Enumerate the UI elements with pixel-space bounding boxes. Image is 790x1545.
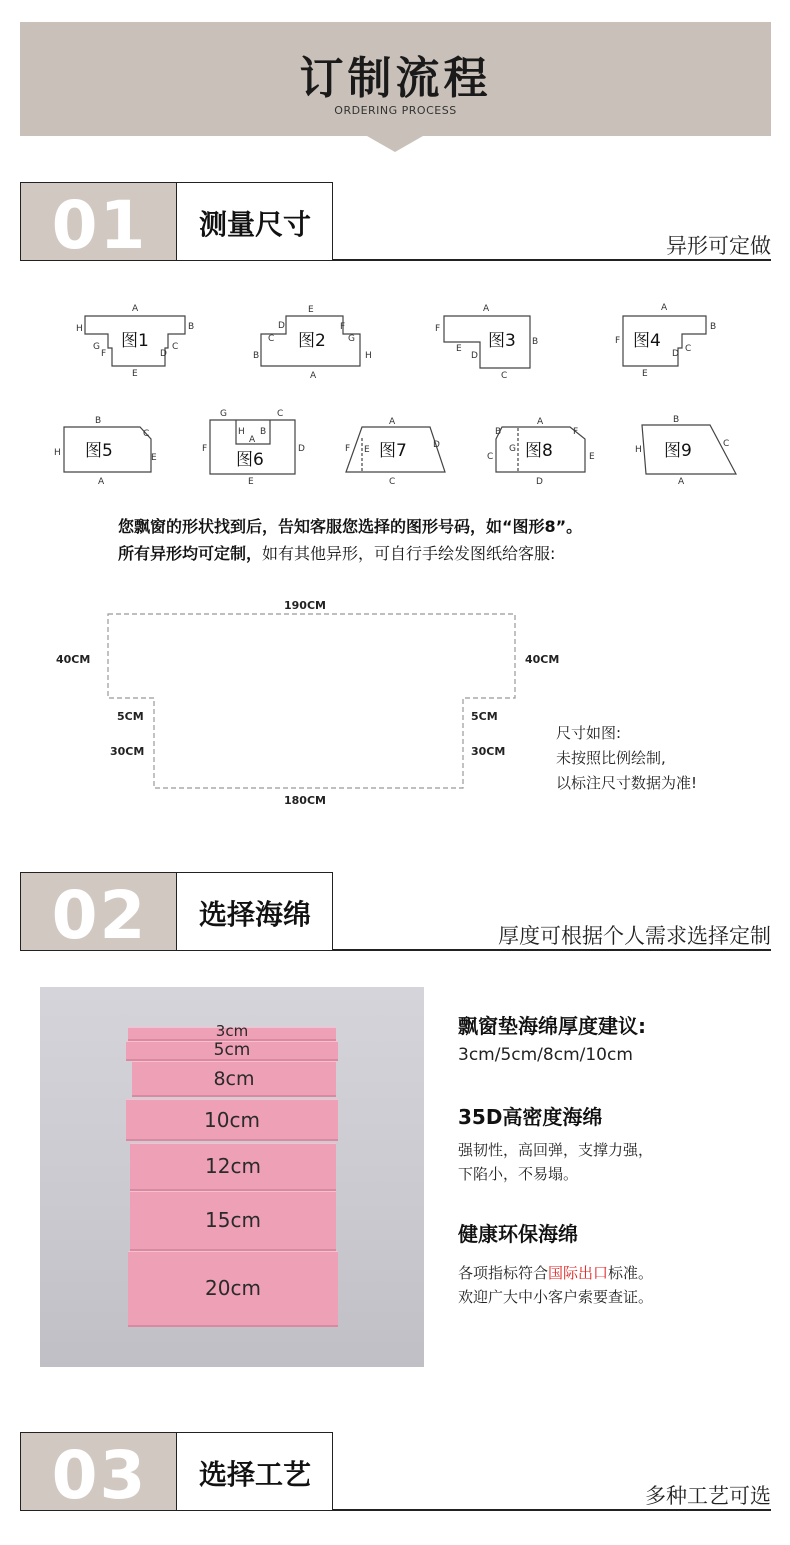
svg-text:F: F [435,324,441,334]
foam-slab [128,1022,336,1041]
foam-thickness-label: 20cm [205,1276,261,1300]
intro-line-2 [118,541,555,564]
section-title: 选择海绵 [198,898,311,931]
section-title: 测量尺寸 [198,208,311,241]
svg-text:C: C [143,429,150,439]
dim-left-side: 40CM [56,653,91,666]
note-line: 未按照比例绘制, [556,749,666,767]
shape-label: 图2 [298,331,326,351]
banner-arrow [367,136,423,152]
info-text: 3cm/5cm/8cm/10cm [458,1045,633,1065]
section-title-box [177,1432,333,1511]
foam-slab [128,1251,338,1327]
svg-text:A: A [249,435,256,445]
foam-thickness-label: 3cm [215,1022,249,1040]
foam-info [458,1010,778,1309]
svg-text:C: C [277,409,284,419]
foam-slab [126,1041,338,1061]
svg-text:D: D [672,349,679,359]
shape-label: 图3 [488,331,516,351]
note-line: 尺寸如图: [556,724,622,742]
svg-text:F: F [615,336,621,346]
section-number: 03 [51,1437,148,1514]
svg-text:B: B [495,427,502,437]
svg-text:F: F [202,444,208,454]
svg-text:B: B [673,415,680,425]
svg-text:A: A [98,477,105,487]
section-header-03 [20,1432,771,1514]
dim-left-leg: 30CM [110,745,145,758]
dim-right-leg: 30CM [471,745,506,758]
info-text [458,1261,778,1285]
foam-thickness-label: 5cm [213,1040,251,1060]
svg-text:A: A [678,477,685,487]
section-title: 选择工艺 [198,1458,311,1491]
section-note: 异形可定做 [666,234,771,258]
header-banner [20,22,771,136]
svg-text:D: D [433,440,440,450]
section-header-02 [20,872,771,954]
shape-label: 图4 [633,331,661,351]
page-title: 订制流程 [299,53,492,104]
svg-text:F: F [345,444,351,454]
foam-thickness-label: 8cm [213,1068,255,1090]
svg-text:E: E [308,305,314,315]
svg-text:E: E [248,477,254,487]
svg-text:A: A [483,304,490,314]
shape-label: 图1 [121,331,149,351]
section-number: 02 [51,877,148,954]
note-line: 以标注尺寸数据为准! [556,774,698,792]
svg-text:D: D [298,444,305,454]
section-number: 01 [51,187,148,264]
dim-right-step: 5CM [471,710,498,723]
svg-text:C: C [268,334,275,344]
svg-text:A: A [661,303,668,313]
svg-text:B: B [532,337,539,347]
foam-thickness-label: 12cm [205,1154,261,1178]
svg-text:H: H [238,427,245,437]
section-note: 厚度可根据个人需求选择定制 [498,924,771,948]
section-header-01 [20,182,771,264]
svg-text:G: G [220,409,227,419]
info-highlight: 国际出口 [548,1264,609,1282]
section-title-box [177,182,333,261]
info-text-part: 标准。 [608,1264,654,1282]
svg-text:A: A [389,417,396,427]
info-heading: 飘窗垫海绵厚度建议: [458,1014,646,1038]
svg-text:E: E [151,453,157,463]
intro-line-2-bold: 所有异形均可定制， [118,544,263,563]
dimension-drawing [40,590,560,820]
info-heading: 35D高密度海绵 [458,1105,603,1129]
svg-text:D: D [278,321,285,331]
svg-text:B: B [95,416,102,426]
svg-text:E: E [132,369,138,379]
svg-text:A: A [310,371,317,381]
svg-text:C: C [685,344,692,354]
dim-bottom: 180CM [284,794,326,807]
section-note: 多种工艺可选 [645,1484,771,1508]
svg-text:G: G [93,342,100,352]
shape-label: 图6 [236,450,264,470]
svg-text:H: H [635,445,642,455]
svg-text:F: F [340,322,346,332]
svg-text:F: F [101,349,107,359]
svg-text:H: H [54,448,61,458]
section-number-box [20,1432,177,1514]
svg-text:A: A [132,304,139,314]
svg-text:E: E [589,452,595,462]
svg-text:E: E [642,369,648,379]
info-text: 下陷小，不易塌。 [458,1165,579,1183]
section-number-box [20,182,177,264]
info-text: 欢迎广大中小客户索要查证。 [458,1288,654,1306]
foam-slab [130,1191,336,1251]
info-text-part: 各项指标符合 [458,1264,549,1282]
info-heading: 健康环保海绵 [458,1222,578,1246]
foam-slab [126,1099,338,1141]
svg-text:G: G [348,334,355,344]
foam-thickness-label: 15cm [205,1208,261,1232]
svg-text:A: A [537,417,544,427]
svg-text:B: B [710,322,717,332]
foam-slab [132,1061,336,1097]
dim-right-side: 40CM [525,653,560,666]
svg-text:H: H [76,324,83,334]
svg-text:D: D [471,351,478,361]
shape-label: 图7 [379,441,407,461]
svg-text:C: C [172,342,179,352]
svg-text:G: G [509,444,516,454]
intro-line-1: 您飘窗的形状找到后，告知客服您选择的图形号码，如“图形8”。 [118,517,583,536]
svg-text:C: C [501,371,508,381]
svg-text:H: H [365,351,372,361]
svg-text:C: C [487,452,494,462]
info-text: 强韧性，高回弹，支撑力强， [458,1141,654,1159]
foam-slab [130,1143,336,1191]
foam-stack-image [40,987,424,1367]
svg-text:C: C [389,477,396,487]
dim-top: 190CM [284,599,326,612]
section-number-box [20,872,177,954]
shape-label: 图5 [85,441,113,461]
svg-text:E: E [456,344,462,354]
shape-label: 图9 [664,441,692,461]
svg-text:D: D [536,477,543,487]
section-title-box [177,872,333,951]
shape-diagrams [40,296,760,496]
svg-text:B: B [260,427,267,437]
svg-text:F: F [573,427,579,437]
dim-left-step: 5CM [117,710,144,723]
foam-thickness-label: 10cm [204,1108,260,1132]
intro-line-2-rest: 如有其他异形，可自行手绘发图纸给客服: [262,544,556,563]
svg-text:D: D [160,349,167,359]
svg-text:E: E [364,445,370,455]
svg-text:C: C [723,439,730,449]
svg-text:B: B [188,322,195,332]
svg-text:B: B [253,351,260,361]
page-subtitle: ORDERING PROCESS [334,104,457,117]
dimension-note [556,721,697,796]
shape-label: 图8 [525,441,553,461]
